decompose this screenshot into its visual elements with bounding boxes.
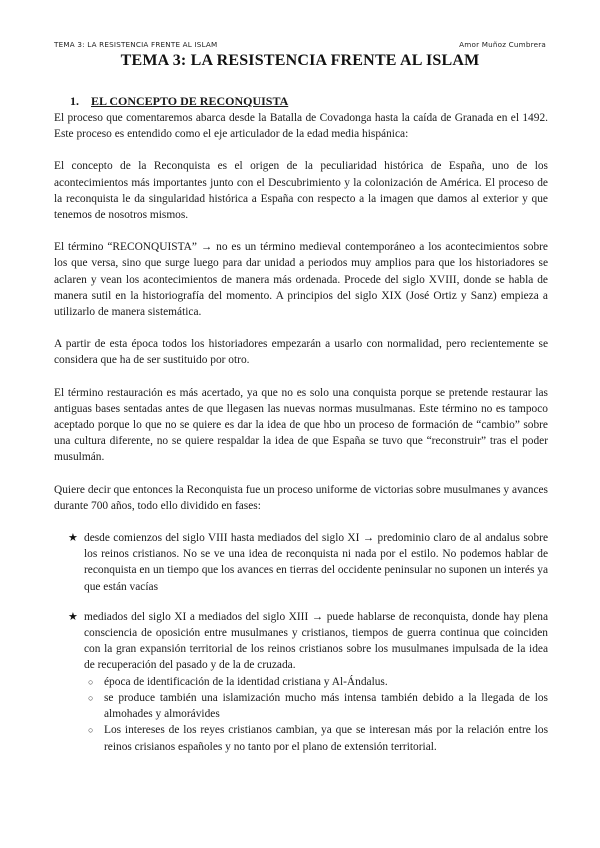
phases-list <box>54 530 548 755</box>
running-header-title: TEMA 3: LA RESISTENCIA FRENTE AL ISLAM <box>54 40 218 49</box>
page-title: TEMA 3: LA RESISTENCIA FRENTE AL ISLAM <box>120 52 480 69</box>
paragraph-concept: El concepto de la Reconquista es el origen de la peculiaridad histórica de España, uno de los acontecimientos más importantes junto con el Descubrimiento y la colonización de América. El proceso de la reconquista le da singularidad histórica a España con respecto a la imagen que damos al exterior y que tenemos de nosotros mismos. <box>54 160 548 222</box>
star-bullet-icon: ★ <box>68 610 78 623</box>
phase-item <box>54 530 548 595</box>
sub-item-text: se produce también una islamización mucho más intensa también debido a la llegada de los almohades y almorávides <box>104 691 548 721</box>
phase-item <box>54 609 548 755</box>
circle-bullet-icon: ○ <box>88 725 94 736</box>
phase-sublist <box>84 674 548 755</box>
section-heading-text: EL CONCEPTO DE RECONQUISTA <box>91 94 289 108</box>
circle-bullet-icon: ○ <box>88 692 94 703</box>
section-heading <box>70 94 288 109</box>
phase-text: mediados del siglo XI a mediados del siglo XIII → puede hablarse de reconquista, donde hay plena consciencia de oposición entre musulmanes y cristianos, tiempos de guerra continua que coinciden con la gran expansión territorial de los reinos cristianos sobre los musulmanes impulsada de la idea de recuperación del pasado y de la de cruzada. <box>84 610 548 672</box>
sub-item-text: época de identificación de la identidad cristiana y Al-Ándalus. <box>104 675 388 688</box>
sub-item-text: Los intereses de los reyes cristianos cambian, ya que se interesan más por la relación entre los reinos crisianos españoles y no tanto por el plano de extensión territorial. <box>104 724 548 753</box>
paragraph-phases-intro: Quiere decir que entonces la Reconquista fue un proceso uniforme de victorias sobre musulmanes y avances durante 700 años, todo ello dividido en fases: <box>54 483 548 512</box>
paragraph-restauracion: El término restauración es más acertado, ya que no es solo una conquista porque se pretende restaurar las antiguas bases sentadas antes de que llegasen las nuevas normas musulmanas. Este término no es tampoco aceptado porque lo que no se quiere es dar la idea de que hbo un proceso de formación de “cambio” sobre una cultura diferente, no se quiere respaldar la idea de que España se tuvo que “reconstruir” tras el poder musulmán. <box>54 386 548 464</box>
circle-bullet-icon: ○ <box>88 676 94 687</box>
sub-item <box>84 674 548 690</box>
document-body <box>54 110 548 769</box>
paragraph-term: El término “RECONQUISTA” → no es un término medieval contemporáneo a los acontecimientos sobre los que versa, sino que surge luego para dar unidad a periodos muy amplios para que los historiadores se aclaren y vean los acontecimientos de manera más ordenada. Procede del siglo XVIII, donde se habla de manera sutil en la historiografía del momento. A principios del siglo XIX (José Ortiz y Sanz) empieza a utilizarlo de manera sistemática. <box>54 241 548 319</box>
running-header-author: Amor Muñoz Cumbrera <box>459 40 546 49</box>
paragraph-historians: A partir de esta época todos los historiadores empezarán a usarlo con normalidad, pero recientemente se considera que ha de ser sustituido por otro. <box>54 338 548 367</box>
star-bullet-icon: ★ <box>68 532 78 545</box>
section-number: 1. <box>70 94 79 108</box>
sub-item <box>84 722 548 754</box>
sub-item <box>84 690 548 722</box>
phase-text: desde comienzos del siglo VIII hasta mediados del siglo XI → predominio claro de al andalus sobre los reinos cristianos. No se ve una idea de reconquista ni nada por el estilo. No podemos hablar de reconquista en un tiempo que los avances en tierras del occidente peninsular no suponen un interés ya que están vacías <box>84 532 548 593</box>
paragraph-intro: El proceso que comentaremos abarca desde la Batalla de Covadonga hasta la caída de Granada en el 1492. Este proceso es entendido como el eje articulador de la edad media hispánica: <box>54 112 548 141</box>
